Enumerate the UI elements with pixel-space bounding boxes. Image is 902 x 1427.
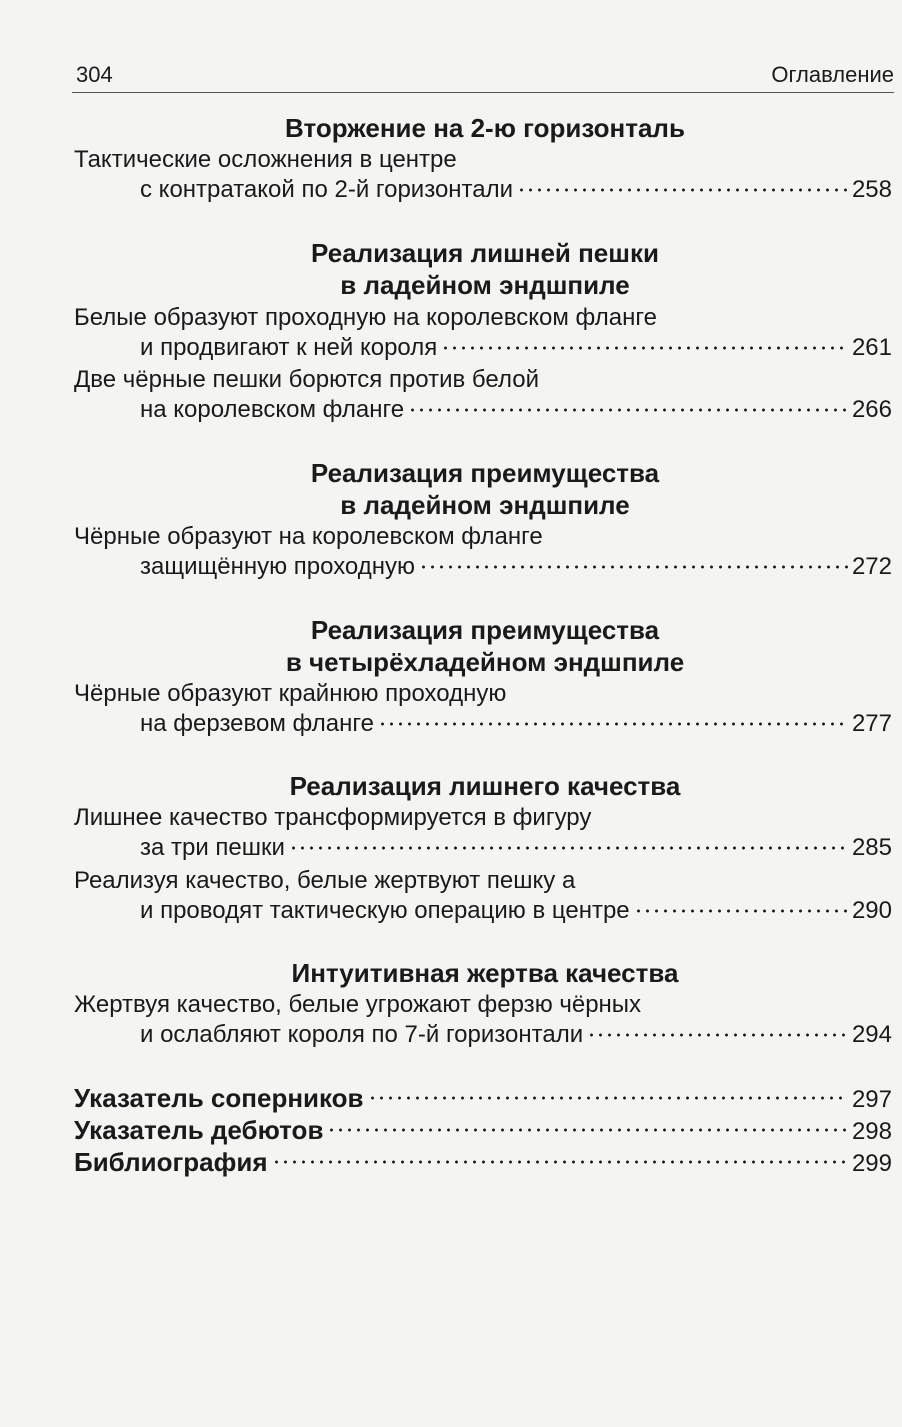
section-title: Реализация преимущества в ладейном эндшпиле	[310, 458, 660, 520]
running-header	[72, 62, 894, 93]
dot-leader	[272, 1158, 848, 1166]
entry-page: 285	[851, 834, 892, 861]
page-number: 304	[76, 62, 113, 87]
dot-leader	[378, 720, 848, 728]
toc-top-entry[interactable]: Указатель соперников 297	[74, 1083, 892, 1113]
toc-entry[interactable]: Две чёрные пешки борются против белой на королевском фланге 266	[74, 366, 892, 423]
toc-entry[interactable]: Тактические осложнения в центре с контратакой по 2-й горизонтали 258	[74, 146, 892, 203]
toc-entry[interactable]: Чёрные образуют крайнюю проходную на ферзевом фланге 277	[74, 680, 892, 737]
entry-page: 272	[851, 553, 892, 580]
toc-entry[interactable]: Жертвуя качество, белые угрожают ферзю чёрных и ослабляют короля по 7-й горизонтали 294	[74, 991, 892, 1048]
toc-entry[interactable]: Реализуя качество, белые жертвуют пешку а и проводят тактическую операцию в центре 290	[74, 867, 892, 924]
entry-page: 297	[851, 1086, 892, 1113]
toc-entry[interactable]: Белые образуют проходную на королевском фланге и продвигают к ней короля 261	[74, 304, 892, 361]
section-title: Вторжение на 2-ю горизонталь	[285, 113, 685, 143]
dot-leader	[587, 1031, 848, 1039]
entry-page: 261	[851, 334, 892, 361]
entry-page: 258	[851, 176, 892, 203]
dot-leader	[327, 1126, 848, 1134]
entry-page: 277	[851, 710, 892, 737]
toc-entry[interactable]: Лишнее качество трансформируется в фигуру за три пешки 285	[74, 804, 892, 861]
dot-leader	[441, 344, 848, 352]
entry-page: 299	[851, 1150, 892, 1177]
dot-leader	[634, 907, 848, 915]
entry-page: 290	[851, 897, 892, 924]
entry-page: 298	[851, 1118, 892, 1145]
dot-leader	[289, 844, 848, 852]
entry-page: 266	[851, 396, 892, 423]
dot-leader	[419, 563, 848, 571]
toc-top-entry[interactable]: Указатель дебютов 298	[74, 1115, 892, 1145]
section-title: Реализация преимущества в четырёхладейном эндшпиле	[285, 615, 685, 677]
dot-leader	[408, 406, 848, 414]
dot-leader	[517, 186, 848, 194]
entry-page: 294	[851, 1021, 892, 1048]
toc-top-entry[interactable]: Библиография 299	[74, 1147, 892, 1177]
section-title: Реализация лишнего качества	[289, 771, 681, 801]
section-title: Интуитивная жертва качества	[291, 958, 679, 988]
running-title: Оглавление	[771, 62, 894, 87]
toc-entry[interactable]: Чёрные образуют на королевском фланге защищённую проходную 272	[74, 523, 892, 580]
section-title: Реализация лишней пешки в ладейном эндшпиле	[311, 238, 659, 300]
dot-leader	[368, 1094, 848, 1102]
